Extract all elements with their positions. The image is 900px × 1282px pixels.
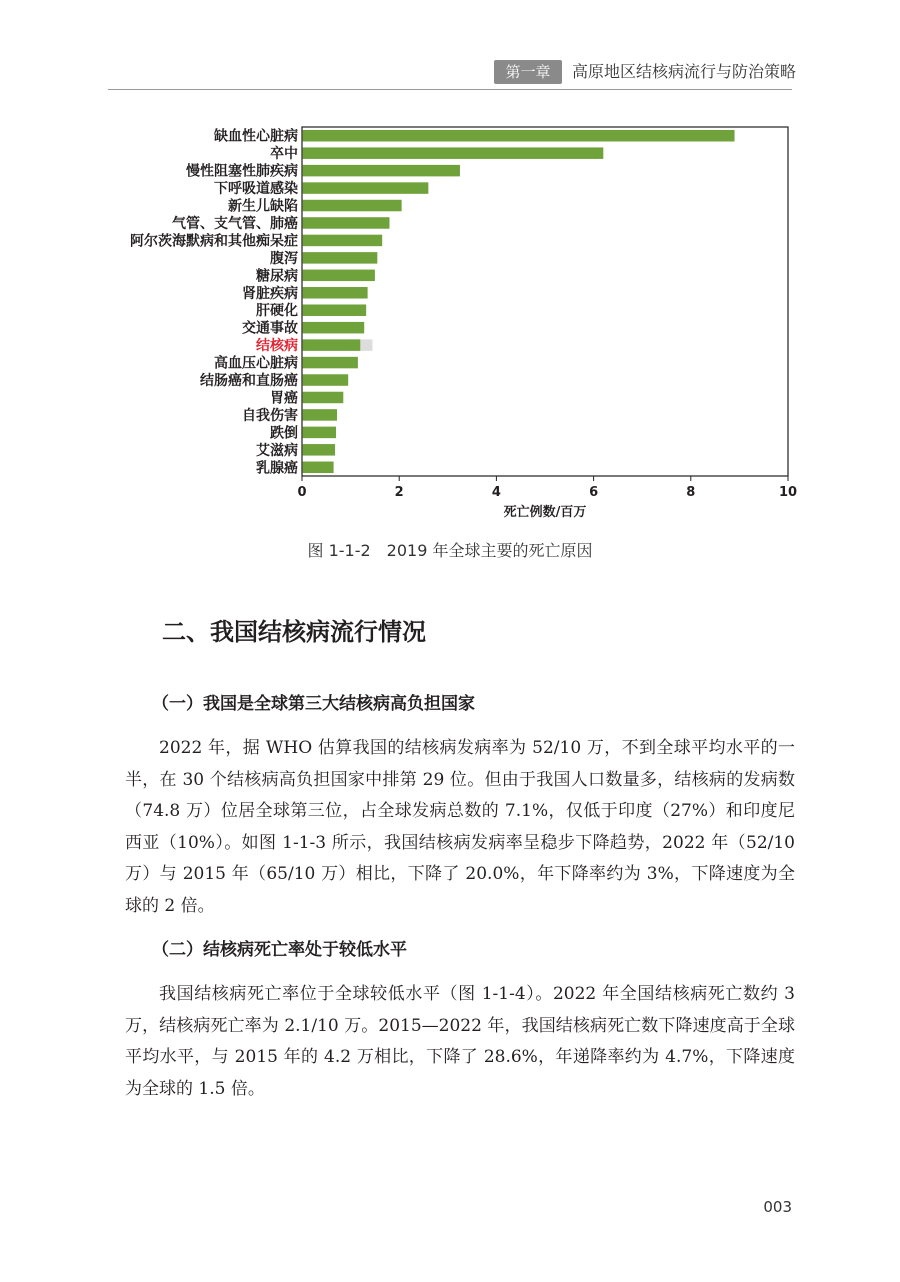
category-label: 慢性阻塞性肺疾病 [186, 163, 298, 180]
category-label: 气管、支气管、肺癌 [172, 215, 298, 232]
category-label: 下呼吸道感染 [214, 181, 298, 198]
bar-13 [303, 339, 361, 351]
category-label: 阿尔茨海默病和其他痴呆症 [130, 233, 298, 250]
bar-7 [303, 235, 383, 247]
category-label: 结肠癌和直肠癌 [200, 373, 298, 390]
bar-16 [303, 392, 344, 404]
figure-caption: 图 1-1-2 2019 年全球主要的死亡原因 [307, 541, 593, 560]
category-label: 乳腺癌 [256, 460, 298, 477]
x-tick-label: 4 [491, 485, 501, 500]
x-tick-label: 10 [778, 485, 798, 500]
category-label: 卒中 [270, 146, 298, 163]
chapter-label: 第一章 [494, 60, 562, 84]
bar-4 [303, 182, 429, 194]
bar-9 [303, 270, 375, 282]
x-axis-title: 死亡例数/百万 [503, 505, 587, 520]
plot-frame [302, 127, 788, 476]
bar-6 [303, 217, 390, 229]
x-tick-label: 6 [589, 485, 599, 500]
bar-18 [303, 427, 336, 439]
bar-10 [303, 287, 368, 299]
section-heading: 二、我国结核病流行情况 [162, 618, 426, 646]
bar-3 [303, 165, 460, 177]
page-number: 003 [763, 1198, 792, 1216]
x-tick-label: 8 [686, 485, 696, 500]
bar-1 [303, 130, 735, 142]
bar-14 [303, 357, 358, 369]
category-label: 肾脏疾病 [242, 285, 298, 302]
bar-20 [303, 462, 334, 474]
subsection-heading-2: （二）结核病死亡率处于较低水平 [152, 940, 407, 960]
bar-8 [303, 252, 378, 264]
x-tick-label: 0 [297, 485, 307, 500]
category-label: 缺血性心脏病 [214, 128, 298, 145]
category-label: 交通事故 [242, 320, 298, 337]
bar-2 [303, 147, 604, 159]
paragraph-2: 我国结核病死亡率位于全球较低水平（图 1-1-4）。2022 年全国结核病死亡数约 3 万，结核病死亡率为 2.1/10 万。2015—2022 年，我国结核病死亡数下降速度高于全球平均水平，与 2015 年的 4.2 万相比，下降了 28.6%，年递降率约为 4.7%，下降速度为全球的 1.5 倍。 [125, 984, 795, 1099]
category-label: 高血压心脏病 [214, 355, 298, 372]
x-tick-label: 2 [394, 485, 404, 500]
chapter-title: 高原地区结核病流行与防治策略 [572, 62, 797, 81]
category-label: 肝硬化 [256, 303, 298, 320]
paragraph-1: 2022 年，据 WHO 估算我国的结核病发病率为 52/10 万，不到全球平均水平的一半，在 30 个结核病高负担国家中排第 29 位。但由于我国人口数量多，结核病的发病数（74.8 万）位居全球第三位，占全球发病总数的 7.1%，仅低于印度（27%）和印度尼西亚（10%）。如图 1-1-3 所示，我国结核病发病率呈稳步下降趋势，2022 年（52/10 万）与 2015 年（65/10 万）相比，下降了 20.0%，年下降率约为 3%，下降速度为全球的 2 倍。 [125, 738, 795, 916]
bar-11 [303, 304, 367, 316]
highlight-extension [360, 339, 372, 351]
category-label: 胃癌 [270, 390, 298, 407]
death-causes-bar-chart [0, 0, 900, 530]
bar-5 [303, 200, 402, 212]
category-label: 自我伤害 [242, 407, 298, 424]
category-label: 结核病 [256, 338, 298, 355]
bar-19 [303, 444, 335, 456]
bar-15 [303, 374, 349, 386]
category-label: 糖尿病 [256, 268, 298, 285]
category-label: 腹泻 [270, 250, 298, 267]
category-label: 跌倒 [270, 425, 298, 442]
category-label: 艾滋病 [256, 442, 298, 459]
subsection-heading-1: （一）我国是全球第三大结核病高负担国家 [152, 694, 475, 714]
bar-12 [303, 322, 365, 334]
category-label: 新生儿缺陷 [228, 198, 298, 215]
bar-17 [303, 409, 337, 421]
